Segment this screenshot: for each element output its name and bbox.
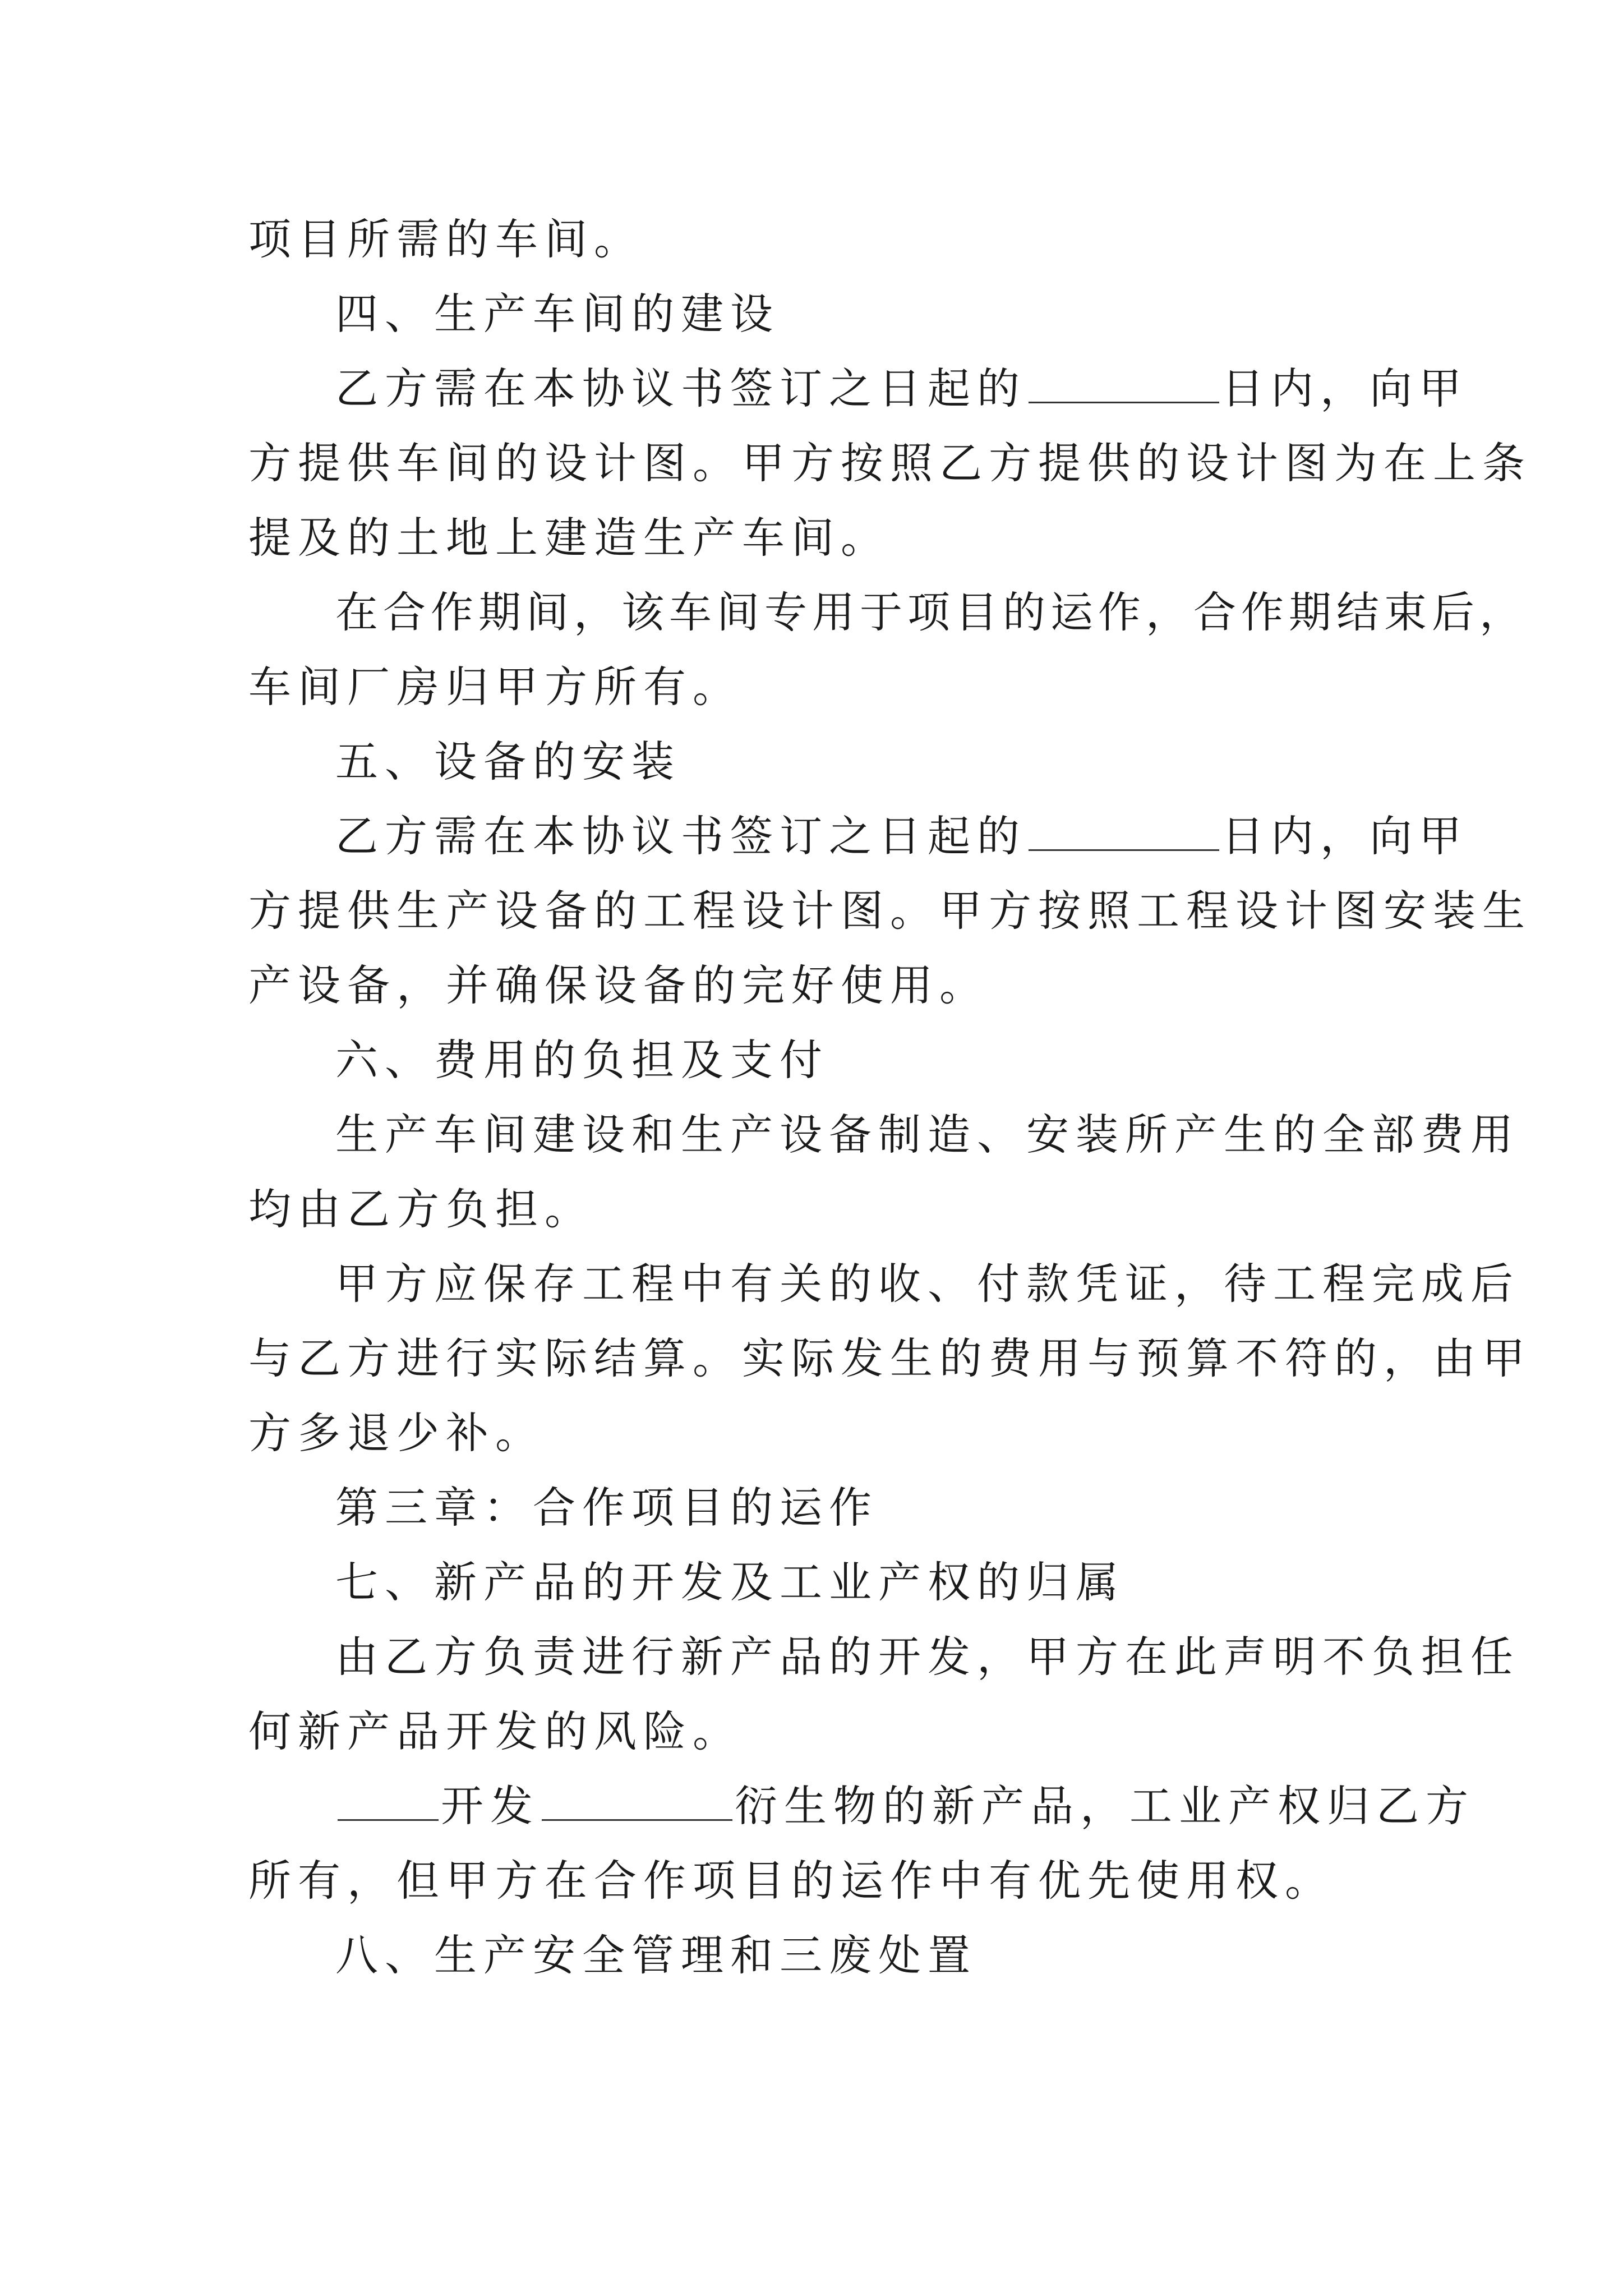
section-heading-7: 七、新产品的开发及工业产权的归属 [335,1557,1125,1607]
paragraph-line: 方提供生产设备的工程设计图。甲方按照工程设计图安装生 [248,886,1532,936]
paragraph-line: 方提供车间的设计图。甲方按照乙方提供的设计图为在上条 [248,438,1532,488]
fill-in-blank[interactable] [1029,812,1219,851]
line-text-before: 乙方需在本协议书签订之日起的 [335,811,1026,861]
section-heading-5: 五、设备的安装 [335,737,681,786]
paragraph-line: 由乙方负责进行新产品的开发，甲方在此声明不负担任 [335,1632,1520,1682]
paragraph-line: 在合作期间，该车间专用于项目的运作，合作期结束后， [335,587,1527,637]
paragraph-line: 车间厂房归甲方所有。 [248,662,742,712]
section-heading-8: 八、生产安全管理和三废处置 [335,1930,977,1980]
line-text-after: 日内，向甲 [1221,364,1468,413]
paragraph-line-with-blank [335,808,1468,864]
paragraph-line: 甲方应保存工程中有关的收、付款凭证，待工程完成后 [335,1259,1520,1309]
line-text-after: 衍生物的新产品，工业产权归乙方 [735,1781,1475,1831]
paragraph-line: 提及的土地上建造生产车间。 [248,513,890,563]
paragraph-line-with-blanks [335,1778,1475,1834]
fill-in-blank[interactable] [338,1782,439,1821]
line-text-after: 日内，向甲 [1221,811,1468,861]
paragraph-line: 与乙方进行实际结算。实际发生的费用与预算不符的，由甲 [248,1333,1532,1383]
paragraph-line: 生产车间建设和生产设备制造、安装所产生的全部费用 [335,1110,1520,1159]
chapter-heading-3: 第三章：合作项目的运作 [335,1483,878,1533]
paragraph-line-with-blank [335,361,1468,417]
fill-in-blank[interactable] [1029,365,1219,403]
paragraph-line: 方多退少补。 [248,1408,545,1458]
section-heading-6: 六、费用的负担及支付 [335,1035,829,1085]
paragraph-line: 所有，但甲方在合作项目的运作中有优先使用权。 [248,1856,1334,1906]
paragraph-line: 产设备，并确保设备的完好使用。 [248,960,989,1010]
line-text-mid: 开发 [441,1781,540,1831]
section-heading-4: 四、生产车间的建设 [335,289,780,339]
paragraph-line: 均由乙方负担。 [248,1184,594,1234]
fill-in-blank[interactable] [542,1782,732,1821]
paragraph-line: 项目所需的车间。 [248,214,643,264]
line-text-before: 乙方需在本协议书签订之日起的 [335,364,1026,413]
paragraph-line: 何新产品开发的风险。 [248,1706,742,1756]
